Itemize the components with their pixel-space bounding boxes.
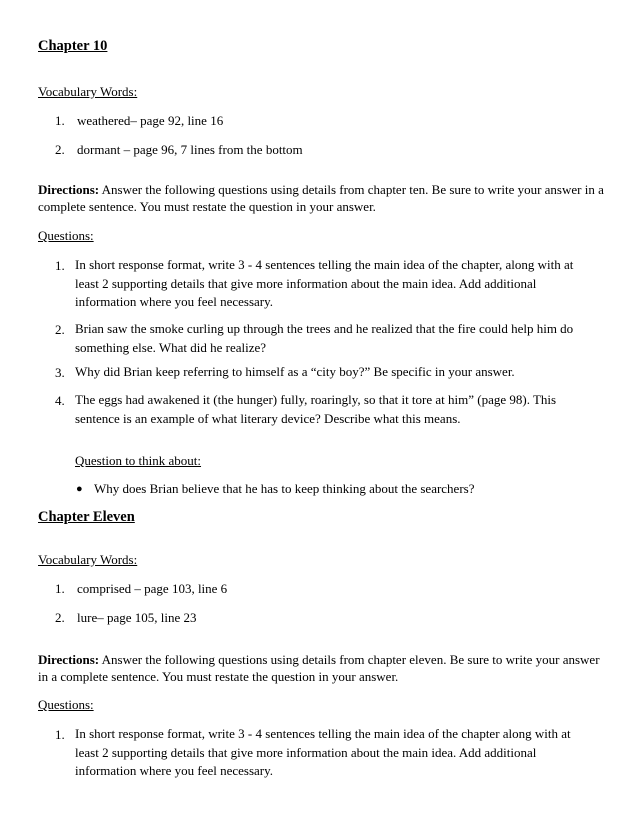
chapter11-vocab-item-2: lure– page 105, line 23 [77,610,197,625]
bullet-icon: ● [76,483,83,495]
chapter11-questions-label: Questions: [38,697,94,712]
chapter10-vocab-item-1: weathered– page 92, line 16 [77,113,224,128]
chapter10-think-label: Question to think about: [75,453,202,468]
chapter10-directions [38,181,604,215]
chapter11-directions [38,651,606,685]
chapter10-question-num-1: 1. [55,258,65,273]
chapter10-heading: Chapter 10 [38,38,108,54]
chapter10-question-num-2: 2. [55,322,65,337]
chapter10-vocab-num-2: 2. [55,142,65,157]
chapter10-question-4: The eggs had awakened it (the hunger) fully, roaringly, so that it tore at him” (page 98). This sentence is an example of what literary device? Describe what this means. [75,392,557,426]
chapter11-vocab-num-2: 2. [55,610,65,625]
chapter10-questions-label: Questions: [38,228,94,243]
chapter10-think-question: Why does Brian believe that he has to keep thinking about the searchers? [94,481,475,496]
chapter10-question-1: In short response format, write 3 - 4 sentences telling the main idea of the chapter, along with at least 2 supporting details that give more information about the main idea. Add additional information where you feel necessary. [75,257,574,309]
chapter10-directions-text: Answer the following questions using details from chapter ten. Be sure to write your answer in a complete sentence. You must restate the question in your answer. [38,182,604,214]
chapter11-directions-label: Directions: [38,652,100,667]
chapter11-vocab-item-1: comprised – page 103, line 6 [77,581,228,596]
chapter11-question-num-1: 1. [55,727,65,742]
chapter11-directions-text: Answer the following questions using details from chapter eleven. Be sure to write your answer in a complete sentence. You must restate the question in your answer. [38,652,600,684]
chapter10-vocab-num-1: 1. [55,113,65,128]
chapter10-directions-label: Directions: [38,182,100,197]
chapter11-vocab-label: Vocabulary Words: [38,552,138,567]
chapter10-vocab-label: Vocabulary Words: [38,84,138,99]
chapter10-question-3: Why did Brian keep referring to himself as a “city boy?” Be specific in your answer. [75,364,515,379]
chapter11-heading: Chapter Eleven [38,509,135,525]
chapter10-question-2: Brian saw the smoke curling up through the trees and he realized that the fire could help him do something else. What did he realize? [75,321,574,355]
chapter10-question-num-4: 4. [55,393,65,408]
chapter11-question-1: In short response format, write 3 - 4 sentences telling the main idea of the chapter along with at least 2 supporting details that give more information about the main idea. Add additional information where you feel necessary. [75,726,571,778]
chapter11-vocab-num-1: 1. [55,581,65,596]
chapter10-vocab-item-2: dormant – page 96, 7 lines from the bottom [77,142,303,157]
chapter10-question-num-3: 3. [55,365,65,380]
